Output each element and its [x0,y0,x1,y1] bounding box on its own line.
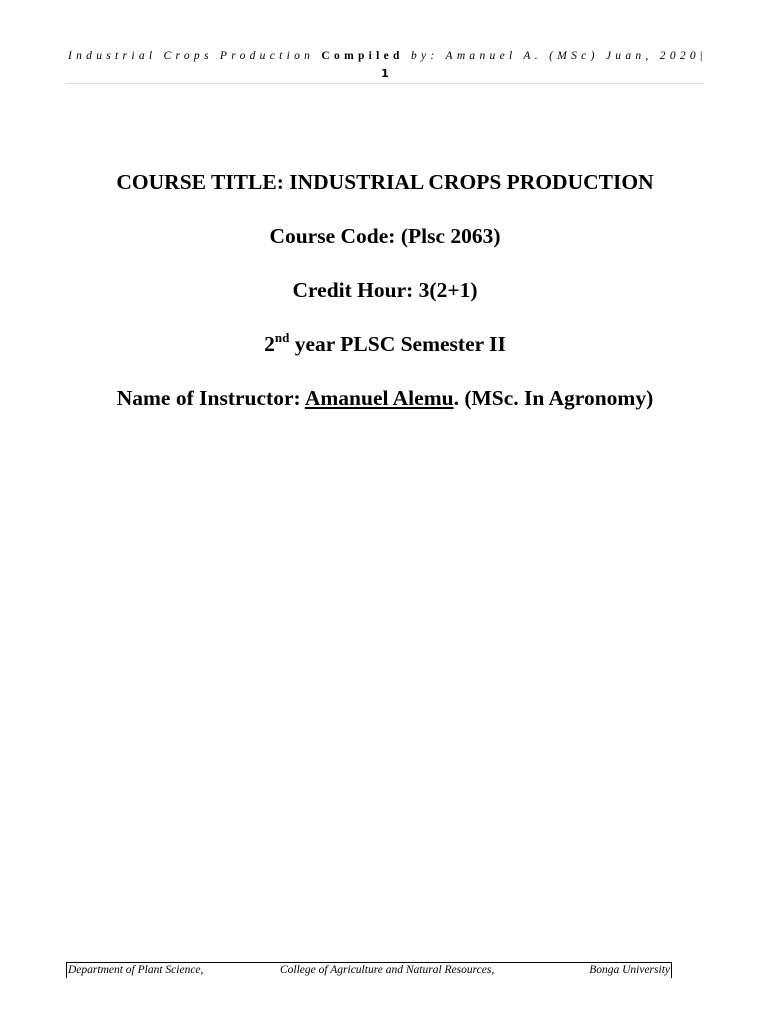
title-block [0,165,770,435]
footer-university: Bonga University [589,964,670,976]
year-semester [0,327,770,381]
instructor-line [0,381,770,435]
running-header [68,45,707,67]
year-rest: year PLSC Semester II [289,332,506,356]
credit-hour: Credit Hour: 3(2+1) [292,278,478,302]
instructor-label: Name of Instructor: [116,386,305,410]
instructor-qualification: . (MSc. In Agronomy) [453,386,654,410]
footer-department: Department of Plant Science, [68,964,204,976]
year-suffix: nd [274,330,290,345]
course-title: COURSE TITLE: INDUSTRIAL CROPS PRODUCTION [116,170,654,194]
page-number: 1 [381,67,389,80]
header-separator: | [699,50,707,62]
header-course-name: Industrial Crops Production [68,50,315,62]
header-compiled-label: Compiled [321,50,404,62]
year-number: 2 [264,332,275,356]
header-compiled-by: by: Amanuel A. (MSc) Juan, 2020 [410,50,700,62]
instructor-name: Amanuel Alemu [304,386,454,410]
course-code: Course Code: (Plsc 2063) [269,224,501,248]
page-footer [66,962,672,978]
footer-college: College of Agriculture and Natural Resources, [280,964,495,976]
header-divider [66,83,704,84]
